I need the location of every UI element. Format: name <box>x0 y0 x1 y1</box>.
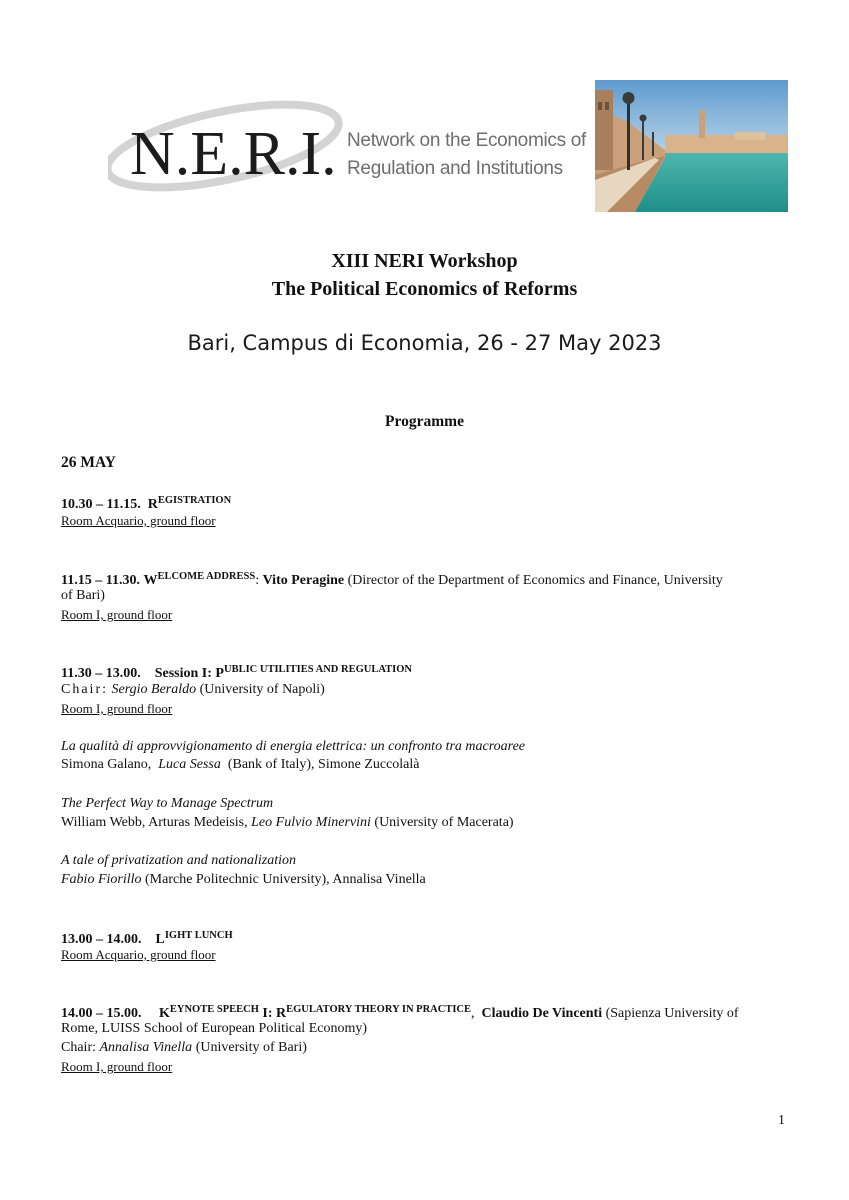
welcome-heading: 11.15 – 11.30. $W^{ELCOME ADDRESS}$: Vito Peragine (Director of the Department of Economics and Finance, University <box>61 571 723 588</box>
event-title: $L^{IGHT LUNCH}$ <box>155 930 233 947</box>
workshop-location: Bari, Campus di Economia, 26 - 27 May 2023 <box>187 331 662 355</box>
speaker-affiliation-cont: Rome, LUISS School of European Political Economy) <box>61 1021 368 1036</box>
event-title: $P^{UBLIC UTILITIES AND REGULATION}$ <box>215 664 412 681</box>
speaker-affiliation: (Sapienza University of <box>605 1006 739 1021</box>
logo-tagline-1: Network on the Economics of <box>347 130 587 151</box>
session-chair: Chair: Annalisa Vinella (University of Bari) <box>61 1040 307 1055</box>
day-heading: 26 MAY <box>61 454 116 471</box>
paper-title: A tale of privatization and nationalization <box>61 853 297 868</box>
event-time: 11.15 – 11.30. <box>61 573 140 588</box>
speaker-name: Claudio De Vincenti <box>481 1006 603 1021</box>
session1-heading <box>61 661 412 683</box>
speaker-affiliation-cont: of Bari) <box>61 588 105 603</box>
event-time: 10.30 – 11.15. <box>61 497 141 512</box>
event-time: 11.30 – 13.00. <box>61 666 141 681</box>
event-title: $R^{EGISTRATION}$ <box>147 495 232 512</box>
speaker-name: Vito Peragine <box>262 573 345 588</box>
paper-authors: Fabio Fiorillo (Marche Politechnic University), Annalisa Vinella <box>61 872 426 887</box>
logo-text: N.E.R.I. <box>130 120 337 188</box>
workshop-title: XIII NERI Workshop <box>331 250 518 272</box>
paper-authors: Simona Galano, Luca Sessa (Bank of Italy), Simone Zuccolalà <box>61 757 420 772</box>
workshop-subtitle: The Political Economics of Reforms <box>271 278 578 300</box>
logo-tagline-2: Regulation and Institutions <box>347 158 563 179</box>
bari-waterfront-photo <box>595 80 788 212</box>
event-title: $W^{ELCOME ADDRESS}$ <box>143 571 256 588</box>
paper-authors: William Webb, Arturas Medeisis, Leo Fulvio Minervini (University of Macerata) <box>61 815 514 830</box>
keynote-heading: 14.00 – 15.00. $K^{EYNOTE SPEECH}$ I: $R^{EGULATORY THEORY IN PRACTICE}$, Claudio De Vincenti (Sapienza University of <box>61 1004 739 1021</box>
room-label: Room I, ground floor <box>61 1059 173 1074</box>
event-time: 14.00 – 15.00. <box>61 1006 142 1021</box>
paper-title: The Perfect Way to Manage Spectrum <box>61 796 274 811</box>
paper-title: La qualità di approvvigionamento di energia elettrica: un confronto tra macroaree <box>61 739 526 754</box>
neri-logo <box>108 96 344 206</box>
room-label: Room Acquario, ground floor <box>61 513 216 528</box>
registration-heading <box>61 492 231 514</box>
room-label: Room Acquario, ground floor <box>61 947 216 962</box>
room-label: Room I, ground floor <box>61 701 173 716</box>
speaker-affiliation: (Director of the Department of Economics and Finance, University <box>347 573 723 588</box>
programme-heading: Programme <box>385 413 464 430</box>
room-label: Room I, ground floor <box>61 607 173 622</box>
page-number: 1 <box>778 1113 785 1128</box>
session-label: Session I: <box>154 666 212 681</box>
event-time: 13.00 – 14.00. <box>61 932 142 947</box>
event-title: $K^{EYNOTE SPEECH}$ I: $R^{EGULATORY THEORY IN PRACTICE}$ <box>159 1004 472 1021</box>
session-chair: Chair: Sergio Beraldo (University of Napoli) <box>61 682 325 697</box>
